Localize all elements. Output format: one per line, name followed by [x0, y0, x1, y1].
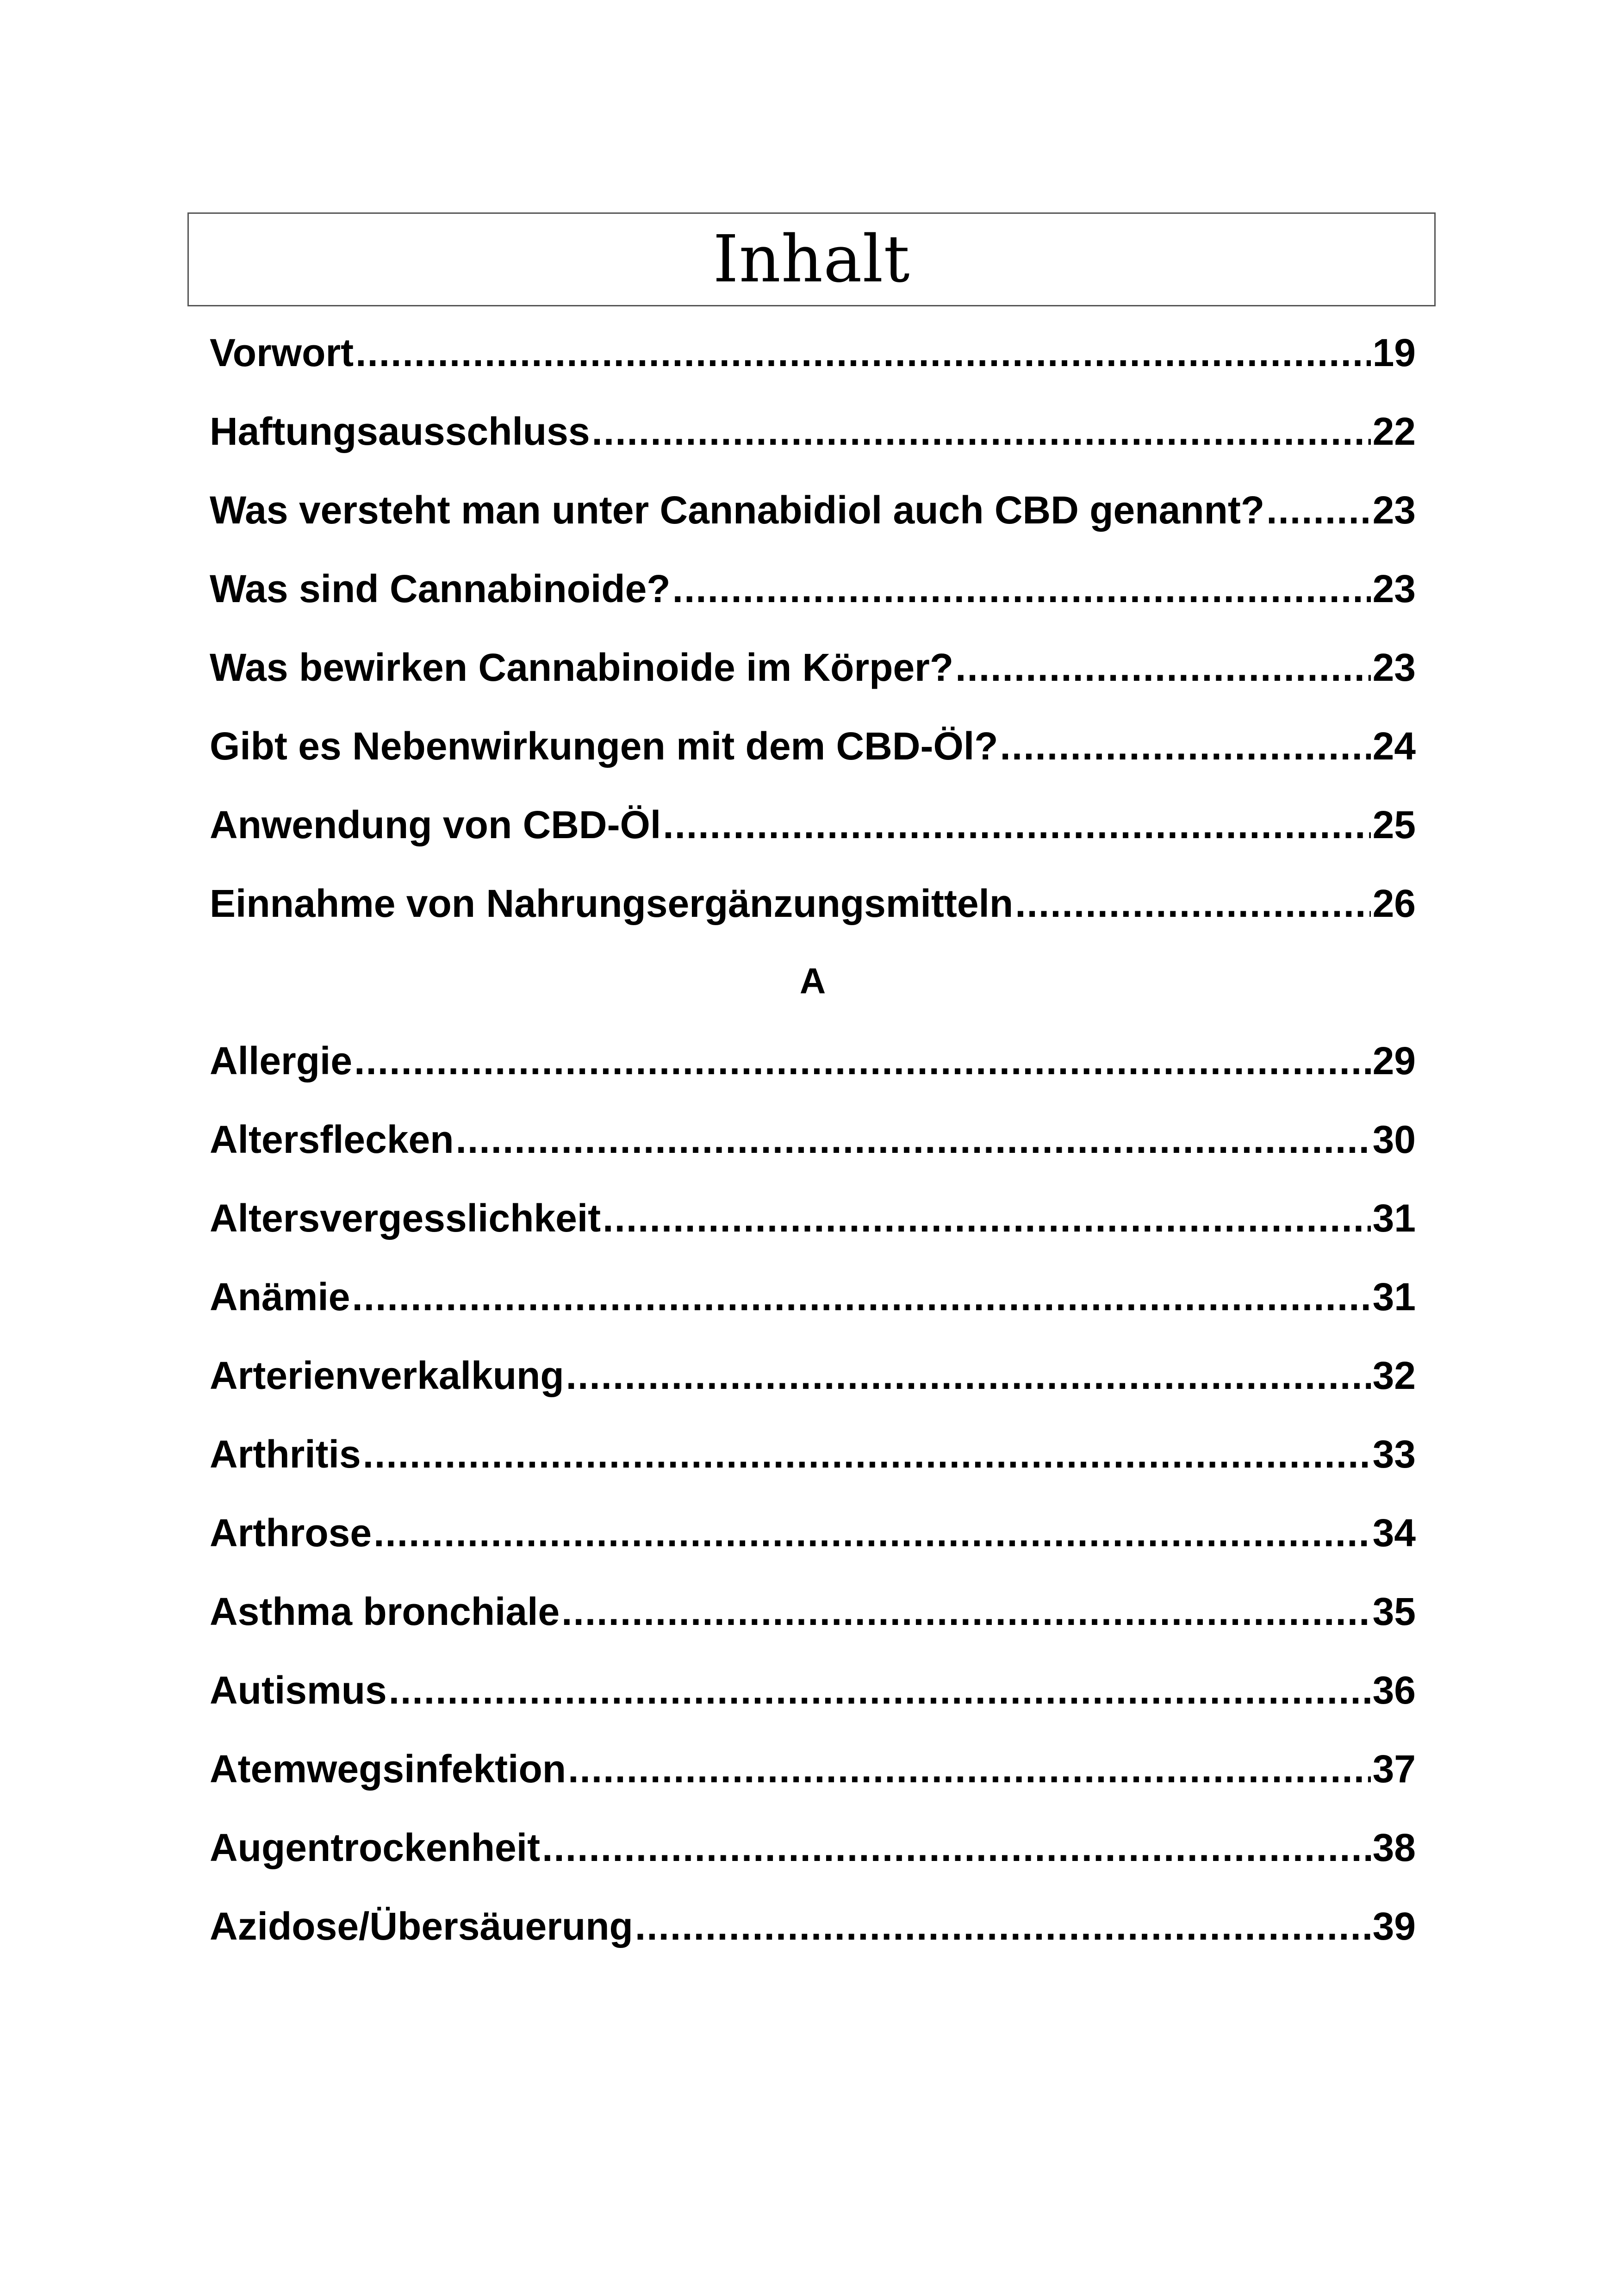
toc-entry-page: 33	[1372, 1435, 1416, 1476]
toc-entry-page: 23	[1372, 491, 1416, 532]
toc-leader-dots	[373, 1513, 1370, 1552]
toc-leader-dots	[663, 805, 1370, 844]
table-of-contents	[210, 333, 1416, 1985]
toc-entry-label: Anämie	[210, 1277, 350, 1319]
toc-entry-label: Was sind Cannabinoide?	[210, 569, 671, 610]
toc-entry-page: 37	[1372, 1749, 1416, 1791]
toc-entry[interactable]	[210, 1513, 1416, 1592]
toc-leader-dots	[1266, 491, 1370, 529]
toc-entry-label: Altersvergesslichkeit	[210, 1199, 601, 1240]
section-letter-heading: A	[799, 960, 826, 1001]
toc-entry-page: 26	[1372, 884, 1416, 925]
toc-entry-page: 29	[1372, 1041, 1416, 1083]
toc-leader-dots	[592, 412, 1371, 451]
toc-entry-page: 32	[1372, 1356, 1416, 1397]
toc-entry[interactable]	[210, 1907, 1416, 1985]
toc-entry-page: 25	[1372, 805, 1416, 846]
toc-leader-dots	[355, 333, 1370, 372]
toc-entry-label: Asthma bronchiale	[210, 1592, 560, 1633]
toc-entry[interactable]	[210, 884, 1416, 963]
title-box	[187, 212, 1436, 306]
toc-entry[interactable]	[210, 1356, 1416, 1435]
toc-leader-dots	[635, 1907, 1371, 1946]
page-title: Inhalt	[713, 221, 910, 297]
toc-entry-label: Arthritis	[210, 1435, 361, 1476]
toc-entry[interactable]	[210, 727, 1416, 805]
toc-leader-dots	[456, 1120, 1371, 1159]
toc-leader-dots	[363, 1435, 1371, 1474]
toc-entry[interactable]	[210, 1041, 1416, 1120]
toc-entry-page: 19	[1372, 333, 1416, 374]
toc-entry-label: Altersflecken	[210, 1120, 454, 1161]
toc-entry-page: 30	[1372, 1120, 1416, 1161]
toc-leader-dots	[568, 1749, 1370, 1788]
toc-entry[interactable]	[210, 1828, 1416, 1907]
toc-entry-label: Arterienverkalkung	[210, 1356, 564, 1397]
toc-entry[interactable]	[210, 333, 1416, 412]
toc-entry[interactable]	[210, 648, 1416, 727]
toc-entry-page: 31	[1372, 1199, 1416, 1240]
toc-entry[interactable]	[210, 1120, 1416, 1199]
toc-entry-label: Azidose/Übersäuerung	[210, 1907, 633, 1948]
toc-entry[interactable]	[210, 1199, 1416, 1277]
toc-leader-dots	[603, 1199, 1370, 1238]
toc-entry-label: Autismus	[210, 1671, 387, 1712]
toc-leader-dots	[542, 1828, 1370, 1867]
toc-entry-label: Arthrose	[210, 1513, 372, 1555]
toc-entry-label: Was bewirken Cannabinoide im Körper?	[210, 648, 954, 689]
toc-entry[interactable]	[210, 1749, 1416, 1828]
toc-leader-dots	[354, 1041, 1370, 1080]
toc-entry-page: 23	[1372, 569, 1416, 610]
toc-entry[interactable]	[210, 569, 1416, 648]
toc-entry-page: 39	[1372, 1907, 1416, 1948]
toc-entry-label: Augentrockenheit	[210, 1828, 541, 1869]
toc-entry[interactable]	[210, 805, 1416, 884]
toc-leader-dots	[352, 1277, 1370, 1316]
toc-entry-label: Anwendung von CBD-Öl	[210, 805, 661, 846]
toc-entry-label: Atemwegsinfektion	[210, 1749, 566, 1791]
toc-entry-label: Einnahme von Nahrungsergänzungsmitteln	[210, 884, 1014, 925]
toc-entry[interactable]	[210, 491, 1416, 569]
toc-entry-label: Haftungsausschluss	[210, 412, 590, 453]
toc-entry-page: 34	[1372, 1513, 1416, 1555]
toc-entry-page: 35	[1372, 1592, 1416, 1633]
toc-entry-page: 31	[1372, 1277, 1416, 1319]
toc-leader-dots	[955, 648, 1370, 687]
toc-entry[interactable]	[210, 1671, 1416, 1749]
toc-entry-label: Was versteht man unter Cannabidiol auch CBD genannt?	[210, 491, 1265, 532]
toc-entry-label: Vorwort	[210, 333, 354, 374]
toc-entry[interactable]	[210, 1277, 1416, 1356]
toc-leader-dots	[1000, 727, 1371, 765]
toc-leader-dots	[566, 1356, 1371, 1395]
toc-entry-page: 23	[1372, 648, 1416, 689]
toc-leader-dots	[1015, 884, 1370, 923]
toc-entry[interactable]	[210, 412, 1416, 491]
toc-entry[interactable]	[210, 1435, 1416, 1513]
toc-entry-page: 36	[1372, 1671, 1416, 1712]
toc-leader-dots	[672, 569, 1371, 608]
toc-entry-page: 22	[1372, 412, 1416, 453]
toc-leader-dots	[389, 1671, 1371, 1710]
toc-entry-page: 24	[1372, 727, 1416, 768]
toc-entry-page: 38	[1372, 1828, 1416, 1869]
toc-entry-label: Gibt es Nebenwirkungen mit dem CBD-Öl?	[210, 727, 998, 768]
toc-entry[interactable]	[210, 1592, 1416, 1671]
toc-leader-dots	[561, 1592, 1370, 1631]
toc-entry-label: Allergie	[210, 1041, 353, 1083]
